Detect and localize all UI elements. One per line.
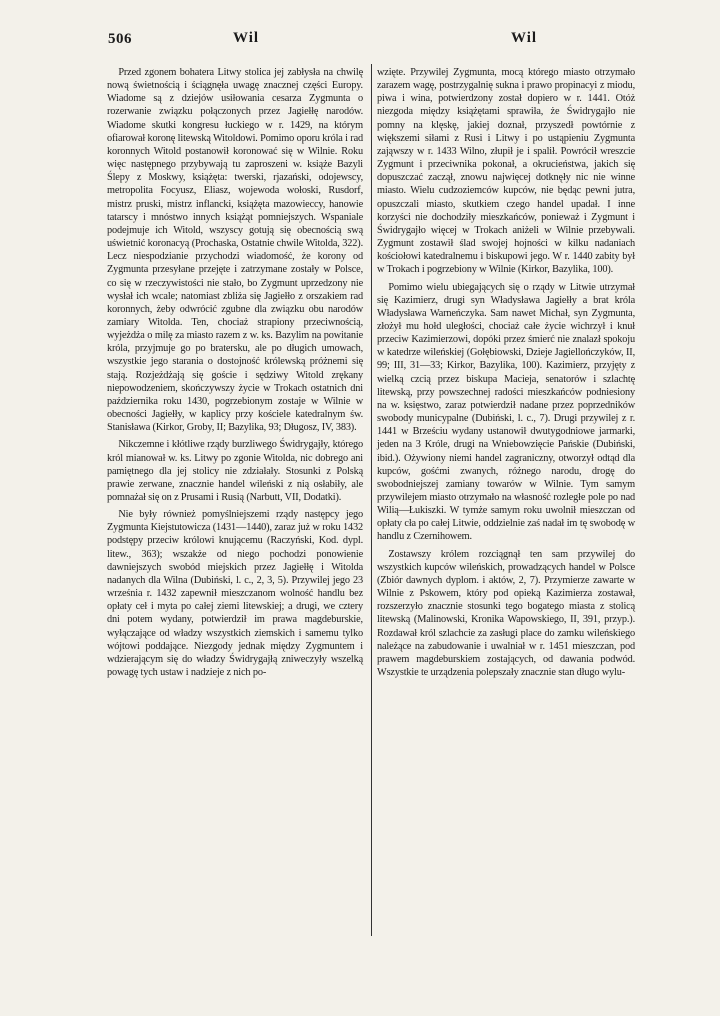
paragraph: wzięte. Przywilej Zygmunta, mocą którego miasto otrzymało zarazem wagę, postrzygalnię sukna i prawo propinacyi z miodu, piwa i wina, potwierdzony został dopiero w r. 1441. Otóż niezgoda między książętami sprawiła, że Świdrygajło nie pomny na klęskę, jakiej doznał, przyszedł powtórnie z większemi siłami z Rusi i Litwy i po ustąpieniu Zygmunta zająwszy w r. 1433 Wilno, złupił je i spalił. Powrócił wreszcie Zygmunt i przeciwnika pokonał, a okrucieństwa, jakich się dopuszczać zaczął, znowu najwięcej dotknęły nic nie winne miasto. Wielu cudzoziemców kupców, nie będąc pewni jutra, opuszczali miasto, skutkiem czego handel upadał. I inne korzyści nie dochodziły mieszkańców, ponieważ i Zygmunt i Świdrygajło więcej w Trokach aniżeli w Wilnie przebywali. Zygmunt zostawił ślad swojej hojności w kilku nadaniach kościołowi katedralnemu i biskupowi jego. W r. 1440 zabity był w Trokach i pogrzebiony w Wilnie (Kirkor, Bazylika, 100). xyxy=(377,67,635,276)
text-column-left xyxy=(107,66,363,679)
paragraph: Przed zgonem bohatera Litwy stolica jej zabłysła na chwilę nową świetnością i ściągnęła uwagę znacznej części Europy. Wiadome są z dziejów usiłowania cesarza Zygmunta o rozerwanie związku połączonych przez Jagiełłę narodów. Wiadome skutki kongresu łuckiego w r. 1429, na którym ofiarował koronę litewską Witoldowi. Pomimo oporu króla i rad koronnych Witold postanowił koronować się w Wilnie. Roku więc następnego przybywają tu zaproszeni w. książe Bazyli Ślepy z Moskwy, książęta: twerski, rjazański, odojewscy, metropolita Focyusz, Eliasz, wojewoda wołoski, Rusdorf, mistrz pruski, mistrz inflancki, książęta mazowieccy, hanowie tatarscy i mnóstwo innych książąt pomniejszych. Wspaniale podejmuje ich Witold, wszyscy gotują się obecnością swą uświetnić koronacyą (Prochaska, Ostatnie chwile Witolda, 322). Lecz niespodzianie przychodzi wiadomość, że korony od Zygmunta przesyłane przejęte i zatrzymane zostały w Polsce, co się w rzeczywistości nie stało, bo Zygmunt uprzedzony nie wysłał ich wcale; natomiast zbliża się Jagiełło z orszakiem rad koronnych, żeby odwrócić zgubne dla związku obu narodów zamiary Witolda. Ten, chociaż strapiony przeciwnością, wyjeżdża o milę za miasto razem z w. ks. Bazylim na powitanie króla, przyjmuje go po bratersku, ale po długich umowach, wszystkie jego starania o dostojność królewską próżnemi się stają. Rozjeżdżają się goście i sędziwy Witold zrękany niepowodzeniem, skończywszy życie w Trokach ostatnich dni października roku 1430, pogrzebionym zostaje w Wilnie w obecności Jagiełły, w kaplicy przy kościele katedralnym św. Stanisława (Kirkor, Groby, II; Bazylika, 93; Długosz, IV, 383). xyxy=(107,67,363,434)
paragraph: Nikczemne i kłótliwe rządy burzliwego Świdrygajły, którego król mianował w. ks. Litwy po zgonie Witolda, nic dobrego ani pamiętnego dla jej stolicy nie zdziałały. Stosunki z Polską prawie zerwane, znacznie handel wileński z nią osłabiły, ale pomnażał się on z Prusami i Rusią (Narbutt, VII, Dodatki). xyxy=(107,439,363,503)
column-divider xyxy=(371,64,372,936)
paragraph: Pomimo wielu ubiegających się o rządy w Litwie utrzymał się Kazimierz, drugi syn Władysława Jagiełły a brat króla Władysława Warneńczyka. Sam nawet Michał, syn Zygmunta, złożył mu hołd uległości, chociaż całe życie wichrzył i knuł przeciw Kazimierzowi, dopóki przez śmierć nie znalazł spokoju w katedrze wileńskiej (Gołębiowski, Dzieje Jagiellończyków, II, 99; III, 31—33; Kirkor, Bazylika, 100). Kazimierz, przyjęty z wielką czcią przez biskupa Macieja, senatorów i szlachtę litewską, przy powszechnej radości mieszkańców podniesiony na w. księstwo, zaraz potwierdził nadane przez poprzedników swobody municypalne (Dubiński, l. c., 7). Drugi przywilej z r. 1441 w Brześciu wydany ustanowił dwutygodniowe jarmarki, jeden na 3 Króle, drugi na Wniebowzięcie Pańskie (Dubiński, ibid.). Ożywiony niemi handel zagraniczny, otworzył odtąd dla kupców, gośćmi zwanych, różnego narodu, drogę do swobodniejszej zamiany towarów w Wilnie. Tym samym przywilejem miasto otrzymało na własność rozległe pole po nad Wilią—Łukiszki. W tymże samym roku uwolnił mieszczan od opłaty cła po całej Litwie, oddzielnie zaś nadał im tę swobodę w handlu z Czernihowem. xyxy=(377,281,635,543)
page-number: 506 xyxy=(108,31,132,47)
paragraph: Zostawszy królem rozciągnął ten sam przywilej do wszystkich kupców wileńskich, prowadzących handel w Polsce (Zbiór dawnych dyplom. i aktów, 2, 7). Przymierze zawarte w Wilnie z Pskowem, który pod opieką Kazimierza zostawał, rozszerzyło znacznie stosunki tego bogatego miasta z stolicą litewską (Malinowski, Kronika Wapowskiego, II, 391, przyp.). Rozdawał król szlachcie za zasługi place do zamku wileńskiego należące na zabudowanie i uwalniał w r. 1451 mieszczan, pod prawem magdeburskiem zostających, od dawania podwód. Wszystkie te urządzenia polepszały znacznie stan długo wylu- xyxy=(377,548,635,679)
running-head-right: Wil xyxy=(511,30,538,46)
running-header xyxy=(0,0,720,60)
text-column-right xyxy=(377,66,635,679)
running-head-left: Wil xyxy=(233,30,260,46)
paragraph: Nie były również pomyślniejszemi rządy następcy jego Zygmunta Kiejstutowicza (1431—1440), zaraz już w roku 1432 podstępy przeciw królowi knującemu (Raczyński, Kod. dypl. litew., 363); wszakże od niego pochodzi ponowienie dawniejszych swobód miejskich przez Jagiełłę i Witolda nadanych dla Wilna (Dubiński, l. c., 2, 3, 5). Przywilej jego 23 września r. 1432 zapewnił mieszczanom wolność handlu bez opłaty ceł i myta po całej ziemi litewskiej; a drugi, we cztery dni potem wydany, potwierdził im prawa magdeburskie, wyłączające od władzy wszystkich ziemskich i samemu tylko wójtowi poddające. Niezgody jednak między Zygmuntem i wdzierającym się do władzy Świdrygajłą zniweczyły wszelką powagę tych ustaw i nadzieje z nich po- xyxy=(107,509,363,679)
